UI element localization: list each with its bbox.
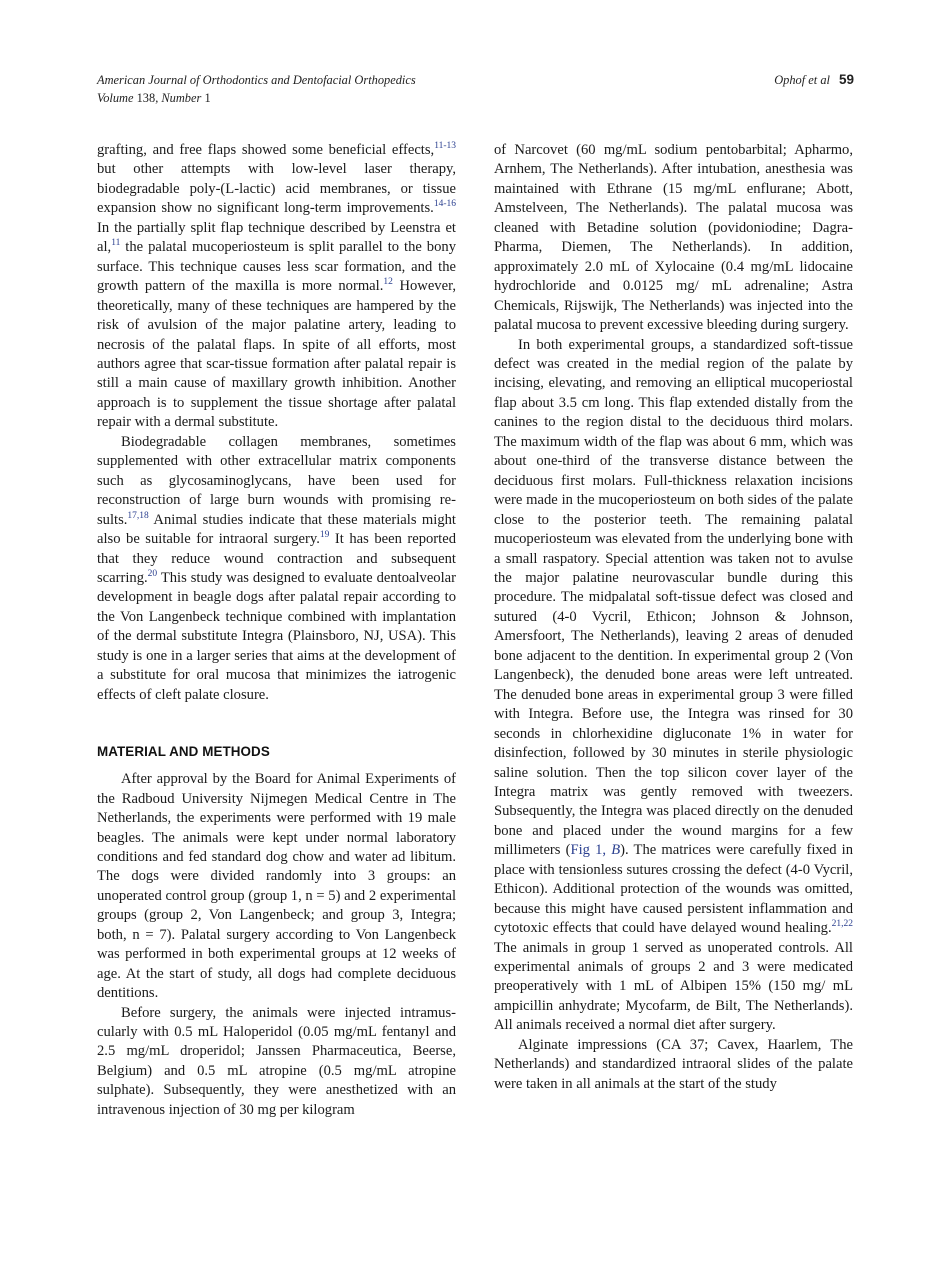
reference-link[interactable]: 20 — [147, 568, 158, 579]
paragraph: After approval by the Board for Animal Experiments of the Radboud University Nijmegen Medical Centre in The Netherlands, the experiments were performed with 19 male beagles. The animals were kept under normal laboratory conditions and fed standard dog chow and water ad libitum. The dogs were divided randomly into 3 groups: an unoperated control group (group 1, n = 5) and 2 experimental groups (group 2, Von Langenbeck; and group 3, Integra; both, n = 7). Palatal surgery according to Von Langenbeck was performed in both experimental groups at 12 weeks of age. At the start of study, all dogs had complete deciduous dentitions. — [97, 771, 456, 1002]
paragraph: In both experimental groups, a standardized soft-tissue defect was created in the medial region of the palate by incising, elevating, and removing an elliptical mucoperiostal flap about 3.5 cm long. This flap extended distally from the canines to the region distal to the deciduous third molars. The maximum width of the flap was about 6 mm, which was about one-third of the transverse distance between the deciduous first molars. Full-thickness relaxation incisions were made in the mucoperiosteum on both sides of the palate close to the posterior teeth. The remaining palatal mucoperiosteum was elevated from the underlying bone with a small raspatory. Special attention was taken not to avulse the major palatine neurovascular bundle during this procedure. The midpalatal soft-tissue defect was closed and sutured (4-0 Vycril, Ethicon; Johnson & Johnson, Amersfoort, The Netherlands), leaving 2 areas of denuded bone adjacent to the dentition. In experimental group 2 (Von Langenbeck), the denuded bone areas were left untreated. The denuded bone areas in experimental group 3 were filled with Integra. Before use, the Integra was rinsed for 30 seconds in chlorhexidine digluconate 1% in water for disinfection, followed by 30 minutes in sterile physiologic saline solution. Then the top silicon cover layer of the Integra matrix was gently removed with tweezers. Subsequently, the Integra was placed directly on the denuded bone and placed under the wound margins for a few millimeters (Fig 1, B). The matrices were carefully fixed in place with tensionless sutures crossing the defect (4-0 Vycril, Ethicon). Additional protection of the wounds was omitted, because this might have caused persistent inflammation and cytotoxic effects that could have delayed wound healing.$^{21,22}$ The animals in group 1 served as unoperated controls. All experimental animals of groups 2 and 3 were medicated preoperatively with 1 mL of Albipen 15% (150 mg/ mL ampicillin anhydrate; Mycofarm, de Bilt, The Netherlands). All animals received a normal diet after surgery. — [494, 336, 853, 1034]
page-number: 59 — [838, 72, 854, 87]
reference-link[interactable]: 19 — [319, 530, 330, 541]
journal-title: American Journal of Orthodontics and Dentofacial Orthopedics — [97, 73, 416, 87]
right-column — [494, 141, 853, 1094]
reference-link[interactable]: 11 — [111, 238, 121, 249]
reference-link[interactable]: 17,18 — [127, 510, 149, 521]
reference-link[interactable]: 12 — [383, 277, 393, 288]
paragraph-continued: of Narcovet (60 mg/mL sodium pentobarbital; Apharmo, Arnhem, The Netherlands). After intubation, anesthesia was maintained with Ethrane (15 mg/mL enflurane; Abott, Amstelveen, The Netherlands). The palatal mucosa was cleaned with Betadine solution (povidoniodine; Dagra-Pharma, Diemen, The Netherlands). In addition, approximately 2.0 mL of Xylocaine (0.4 mg/mL lidocaine hydrochloride and 0.0125 mg/ mL adrenaline; Astra Chemicals, Rijswijk, The Netherlands) was injected into the palatal mucosa to prevent excessive bleeding during surgery. — [494, 142, 853, 334]
running-header-right — [774, 71, 854, 89]
left-column — [97, 141, 456, 1120]
reference-link[interactable]: 11-13 — [434, 141, 456, 151]
reference-link[interactable]: 21,22 — [831, 919, 853, 930]
volume-number: 138 — [136, 91, 156, 105]
running-header-left — [97, 71, 416, 107]
volume-issue: Volume 138, Number 1 — [97, 91, 211, 105]
issue-number: 1 — [204, 91, 211, 105]
paragraph: Alginate impressions (CA 37; Cavex, Haarlem, The Netherlands) and standardized intraoral slides of the palate were taken in all animals at the start of the study — [494, 1036, 853, 1092]
paragraph: Biodegradable collagen membranes, sometimes supplemented with other extracellular matrix components such as glycosaminoglycans, have been used for reconstruction of large burn wounds with promising results.$^{17,18}$ Animal studies indicate that these materials might also be suitable for intraoral surgery.$^{19}$ It has been reported that they reduce wound contraction and subsequent scarring.$^{20}$ This study was designed to evaluate dentoalveolar development in beagle dogs after palatal repair according to the Von Langenbeck technique combined with implantation of the dermal substitute Integra (Plainsboro, NJ, USA). This study is one in a larger series that aims at the development of a substitute for oral mucosa that minimizes the iatrogenic effects of cleft palate closure. — [97, 433, 456, 703]
paragraph: Before surgery, the animals were injected intramuscularly with 0.5 mL Haloperidol (0.05 mg/mL fentanyl and 2.5 mg/mL droperidol; Janssen Pharmaceutica, Beerse, Belgium) and 0.5 mL atropine (0.5 mg/mL atropine sulphate). Subsequently, they were anesthetized with an intravenous injection of 30 mg per kilogram — [97, 1004, 456, 1118]
section-heading: MATERIAL AND METHODS — [97, 744, 270, 760]
reference-link[interactable]: 14-16 — [433, 199, 456, 210]
figure-link[interactable]: Fig 1, B — [570, 842, 621, 859]
running-authors: Ophof et al — [774, 73, 830, 87]
paragraph-continued: grafting, and free flaps showed some beneficial effects,$^{11-13}$ but other attempts with low-level laser therapy, biodegradable poly-(L-lactic) acid membranes, or tissue expansion show no significant long-term improvements.$^{14-16}$ In the partially split flap technique described by Leenstra et al,$^{11}$ the palatal mucoperiosteum is split parallel to the bony surface. This technique causes less scar formation, and the growth pattern of the maxilla is more normal.$^{12}$ However, theoretically, many of these techniques are hampered by the risk of avulsion of the major palatine artery, leading to necrosis of the palatal flaps. In spite of all efforts, most authors agree that scar-tissue formation after palatal repair is still a main cause of maxillary growth inhibition. Another approach is to supplement the tissue shortage after palatal repair with a dermal substitute. — [97, 141, 457, 431]
